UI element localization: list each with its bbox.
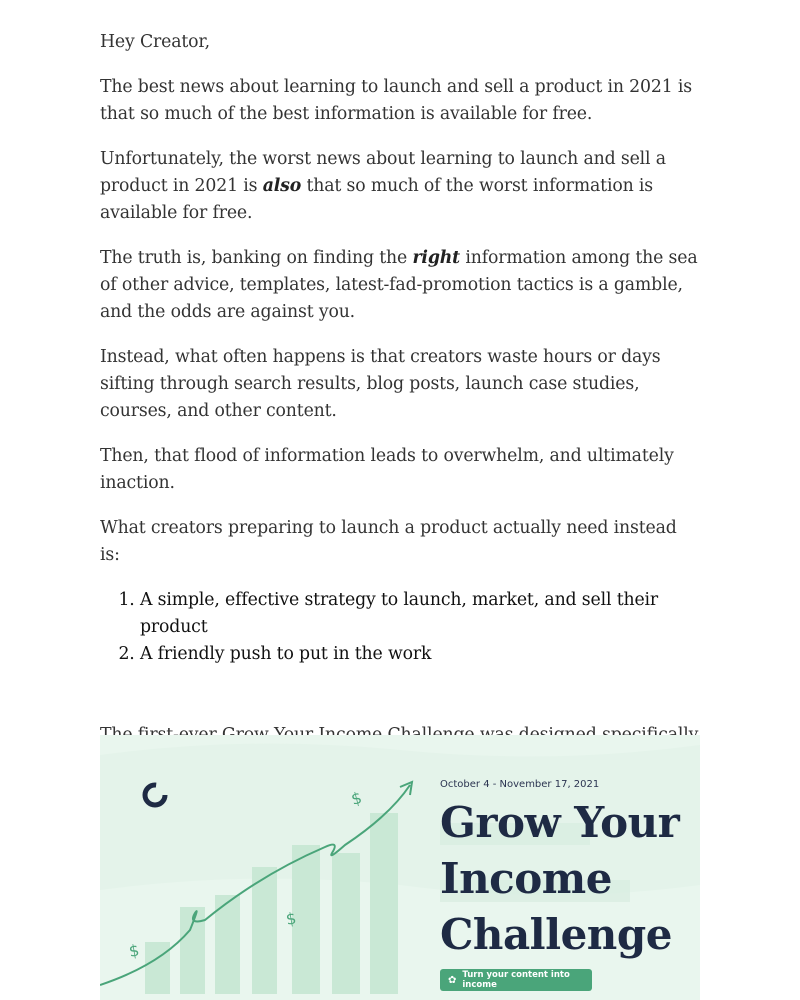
challenge-banner-image[interactable] — [100, 735, 700, 1000]
paragraph-1: The best news about learning to launch and sell a product in 2021 is that so much of the best information is available for free. — [100, 77, 692, 124]
paragraph-3: The truth is, banking on finding the right information among the sea of other advice, templates, latest-fad-promotion tactics is a gamble, and the odds are against you. — [100, 248, 698, 322]
bar — [370, 813, 398, 994]
challenge-title: Grow Your Income Challenge — [440, 798, 680, 959]
email-body — [100, 29, 700, 794]
paragraph-2: Unfortunately, the worst news about learning to launch and sell a product in 2021 is also that so much of the worst information is available for free. — [100, 149, 666, 223]
emphasis-right: right — [412, 248, 461, 268]
dollar-icon: $ — [127, 940, 141, 961]
paragraph-4: Instead, what often happens is that creators waste hours or days sifting through search results, blog posts, launch case studies, courses, and other content. — [100, 347, 661, 421]
list-item: 2. A friendly push to put in the work — [140, 641, 700, 668]
challenge-dates: October 4 - November 17, 2021 — [440, 779, 600, 790]
paragraph-5: Then, that flood of information leads to overwhelm, and ultimately inaction. — [100, 446, 674, 493]
dollar-icon: $ — [284, 908, 298, 929]
list-item: 1. A simple, effective strategy to launch, market, and sell their product — [140, 587, 700, 641]
bar — [252, 867, 277, 994]
needs-list — [100, 587, 700, 668]
emphasis-also: also — [262, 176, 302, 196]
paragraph-6: What creators preparing to launch a product actually need instead is: — [100, 518, 677, 565]
greeting: Hey Creator, — [100, 32, 210, 52]
bar — [145, 942, 170, 994]
sprout-icon: ✿ — [448, 974, 457, 986]
bar — [332, 853, 360, 994]
turn-content-into-income-button[interactable]: ✿ Turn your content into income — [440, 969, 592, 991]
dollar-icon: $ — [349, 787, 364, 809]
